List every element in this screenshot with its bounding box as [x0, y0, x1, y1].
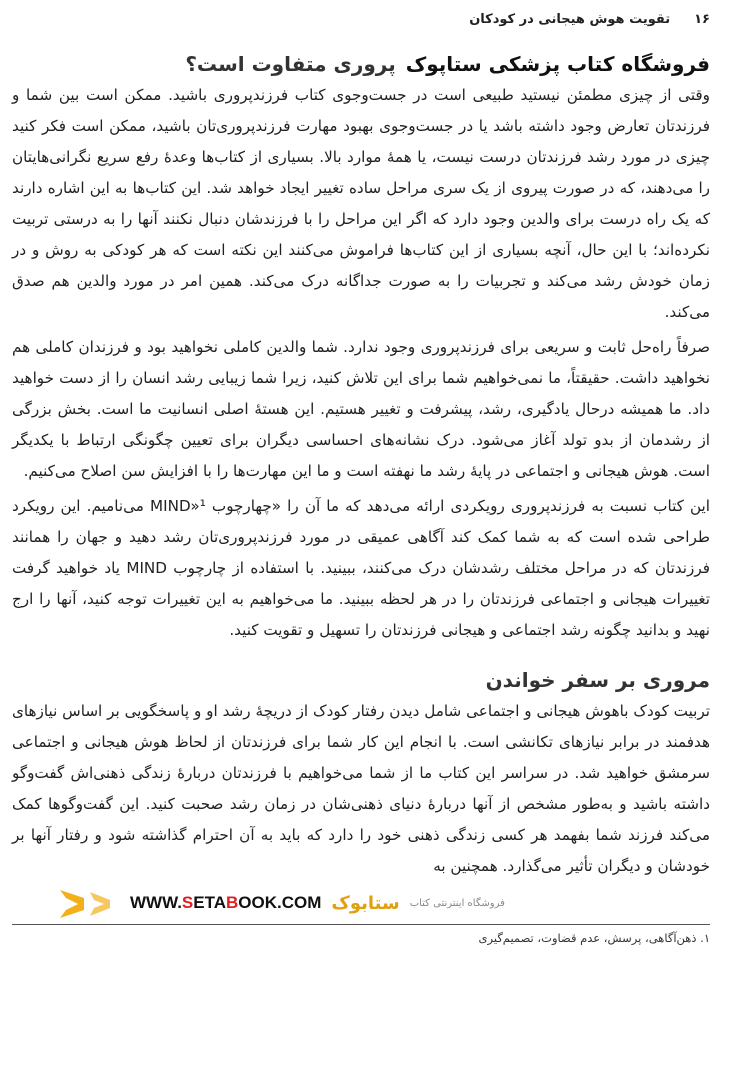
running-title: تقویت هوش هیجانی در کودکان — [469, 11, 671, 27]
paragraph: تربیت کودک باهوش هیجانی و اجتماعی شامل دیدن رفتار کودک از دریچهٔ رشد او و پاسخگویی بر اساس نیازهای هدفمند در برابر نیازهای تکانشی است. با انجام این کار شما برای فرزندتان از لحاظ هوش هیجانی و اجتماعی سرمشق خواهید شد. در سراسر این کتاب ما از شما می‌خواهیم با فرزندتان دربارهٔ زندگی ذهنی‌اش گفت‌وگو داشته باشید و به‌طور مشخص از آنها دربارهٔ دنیای ذهنی‌شان در زمان رشد صحبت کنید. این گفت‌وگوها کمک می‌کند فرزند شما بفهمد هر کسی زندگی ذهنی خود را دارد که باید به آن احترام گذاشته شود و رفتار آنها بر خودشان و دیگران تأثیر می‌گذارد. همچنین به — [12, 702, 710, 875]
url-part: WWW. — [130, 893, 182, 912]
section-heading: مروری بر سفر خواندن — [485, 668, 710, 692]
section-heading-row — [12, 52, 710, 76]
url-part: B — [226, 893, 239, 912]
brand-name: ستابوک — [331, 892, 400, 914]
watermark-overlay-heading: فروشگاه کتاب پزشکی ستاپوک — [405, 52, 710, 76]
setabook-watermark — [60, 888, 710, 918]
footnote: ۱. ذهن‌آگاهی، پرسش، عدم قضاوت، تصمیم‌گیری — [478, 931, 710, 945]
paragraph: وقتی از چیزی مطمئن نیستید طبیعی است در جست‌وجوی کتاب فرزندپروری باشید. ممکن است بین شما و فرزندتان تعارض وجود داشته باشد یا در جست‌وجوی بهبود مهارت فرزندپروری‌تان باشید، ممکن است فکر کنید چیزی در مورد رشد فرزندتان درست نیست، یا همهٔ موارد بالا. بسیاری از کتاب‌ها وعدهٔ رفع سریع نگرانی‌هایتان را می‌دهند، که در صورت پیروی از یک سری مراحل ساده تغییر ایجاد خواهد شد. این کتاب‌ها به این اشاره دارند که یک راه درست برای والدین وجود دارد که اگر این مراحل را با فرزندشان دنبال نکنند آنها را به درستی تربیت نکرده‌اند؛ با این حال، آنچه بسیاری از این کتاب‌ها فراموش می‌کنند این نکته است که هر کودکی به روش و در زمان خودش رشد می‌کند و تجربیات را به صورت جداگانه درک می‌کند. همین امر در مورد والدین هم صدق می‌کند. — [12, 86, 710, 321]
brand-subtitle: فروشگاه اینترنتی کتاب — [409, 897, 505, 909]
url-part: S — [181, 893, 194, 912]
paragraph: این کتاب نسبت به فرزندپروری رویکردی ارائه می‌دهد که ما آن را «چهارچوب MIND»¹ می‌نامیم. این رویکرد طراحی شده است که به شما کمک کند آگاهی عمیقی در مورد فرزندپروری‌تان رشد دهید و جهان را همانند فرزندتان که در مراحل مختلف رشدشان درک می‌کنند، ببینید. با استفاده از چارچوب MIND یاد خواهید گرفت تغییرات هیجانی و اجتماعی فرزندتان را در هر لحظه ببینید. ما می‌خواهیم به این تغییرات توجه کنید، آنها را ارج نهید و بدانید چگونه رشد اجتماعی و هیجانی فرزندتان را تسهیل و تقویت کنید. — [12, 497, 711, 639]
page-number: ۱۶ — [694, 11, 710, 27]
running-header — [12, 8, 710, 30]
site-url-watermark — [130, 893, 321, 913]
url-part: ETA — [193, 893, 227, 912]
section-heading: پروری متفاوت است؟ — [185, 52, 396, 76]
footnote-divider — [12, 924, 710, 925]
url-part: OOK.COM — [238, 893, 322, 912]
paragraph: صرفاً راه‌حل ثابت و سریعی برای فرزندپروری وجود ندارد. شما والدین کاملی نخواهید بود و فرزندان کاملی هم نخواهید داشت. حقیقتاً، ما نمی‌خواهیم شما برای این تلاش کنید، زیرا شما زیبایی رشد انسان را از دست خواهید داد. ما همیشه درحال یادگیری، رشد، پیشرفت و تغییر هستیم. این هستهٔ اصلی انسانیت ما است. بخش بزرگی از رشدمان از بدو تولد آغاز می‌شود. درک نشانه‌های احساسی دیگران برای تعیین چگونگی ارتباط با یکدیگر است. هوش هیجانی و اجتماعی در پایهٔ رشد ما نهفته است و ما این مهارت‌ها را با افزایش سن اصلاح می‌کنیم. — [12, 338, 710, 480]
setabook-logo-icon — [60, 888, 120, 918]
